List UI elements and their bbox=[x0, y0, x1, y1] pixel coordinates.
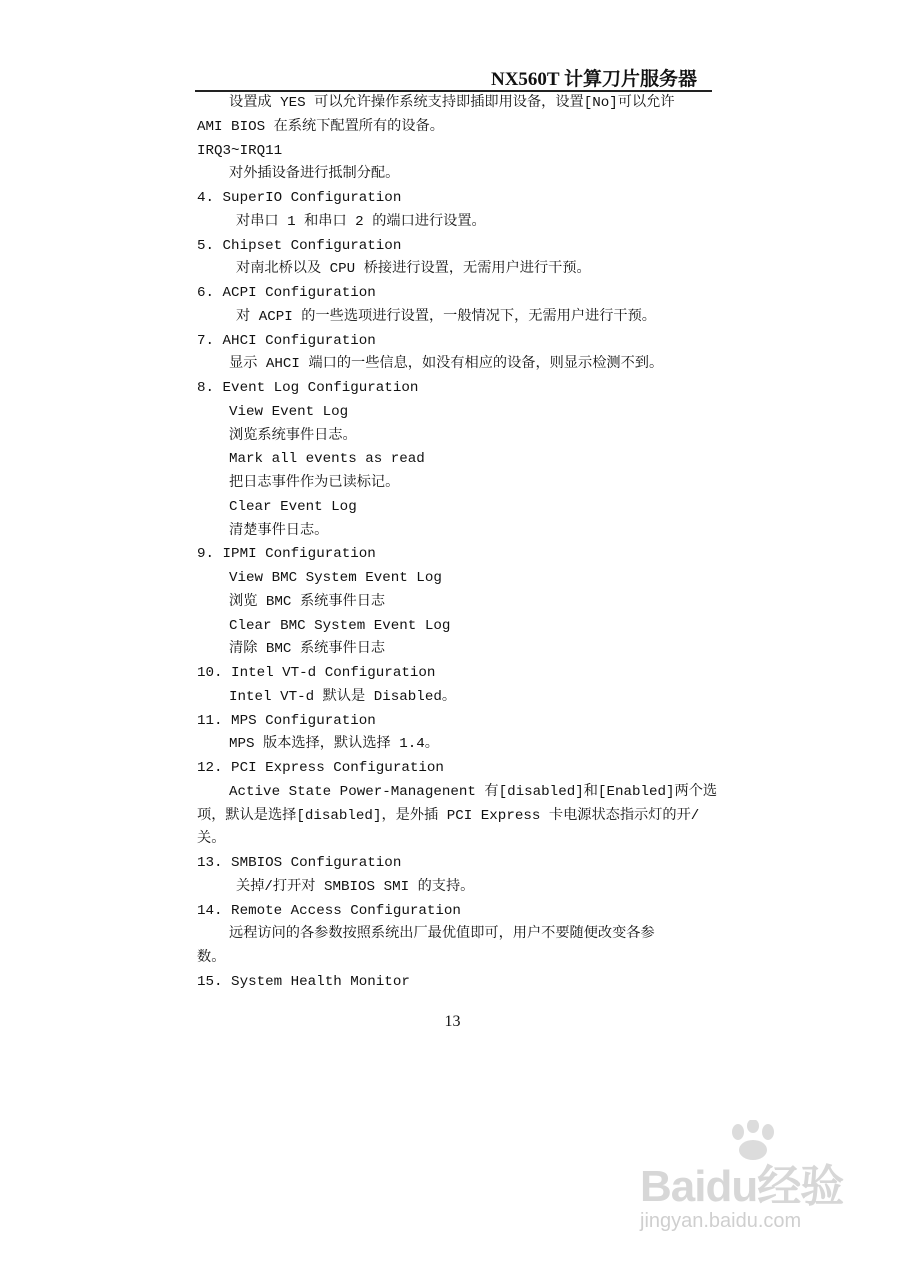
text-line: 12. PCI Express Configuration bbox=[197, 760, 444, 776]
text-line: MPS 版本选择，默认选择 1.4。 bbox=[229, 736, 439, 753]
text-line: 项，默认是选择[disabled]，是外插 PCI Express 卡电源状态指示灯的开/ bbox=[197, 807, 700, 824]
text-line: 清除 BMC 系统事件日志 bbox=[229, 641, 386, 658]
text-line: AMI BIOS 在系统下配置所有的设备。 bbox=[197, 118, 444, 135]
text-line: 关。 bbox=[197, 831, 226, 848]
text-line: 6. ACPI Configuration bbox=[197, 285, 376, 301]
paw-icon bbox=[718, 1120, 788, 1160]
text-line: 对串口 1 和串口 2 的端口进行设置。 bbox=[236, 213, 486, 230]
text-line: 4. SuperIO Configuration bbox=[197, 190, 402, 206]
text-line: 浏览系统事件日志。 bbox=[229, 427, 357, 444]
text-line: 数。 bbox=[197, 950, 226, 966]
text-line: 15. System Health Monitor bbox=[197, 973, 410, 990]
text-line: 把日志事件作为已读标记。 bbox=[229, 475, 400, 491]
text-line: 7. AHCI Configuration bbox=[197, 332, 376, 349]
text-line: 对 ACPI 的一些选项进行设置，一般情况下，无需用户进行干预。 bbox=[236, 308, 656, 325]
text-line: Active State Power-Managenent 有[disabled]和[Enabled]两个选 bbox=[229, 783, 718, 800]
watermark bbox=[640, 1150, 843, 1233]
text-line: 10. Intel VT-d Configuration bbox=[197, 665, 436, 681]
text-line: 8. Event Log Configuration bbox=[197, 380, 419, 396]
text-line: Mark all events as read bbox=[229, 451, 425, 468]
text-line: 13. SMBIOS Configuration bbox=[197, 855, 402, 871]
text-line: 5. Chipset Configuration bbox=[197, 237, 402, 254]
watermark-url: jingyan.baidu.com bbox=[640, 1210, 802, 1232]
text-line: Intel VT-d 默认是 Disabled。 bbox=[229, 688, 457, 705]
text-line: View BMC System Event Log bbox=[229, 570, 442, 586]
text-line: 关掉/打开对 SMBIOS SMI 的支持。 bbox=[236, 878, 475, 895]
text-line: 对外插设备进行抵制分配。 bbox=[229, 166, 400, 183]
page-number: 13 bbox=[444, 1013, 461, 1030]
text-line: 显示 AHCI 端口的一些信息，如没有相应的设备，则显示检测不到。 bbox=[229, 356, 664, 373]
text-line: Clear Event Log bbox=[229, 498, 357, 515]
watermark-logo: Baidu经验 bbox=[640, 1162, 844, 1211]
text-line: 11. MPS Configuration bbox=[197, 712, 376, 729]
running-header: NX560T 计算刀片服务器 bbox=[490, 69, 697, 90]
text-line: 对南北桥以及 CPU 桥接进行设置，无需用户进行干预。 bbox=[236, 261, 591, 278]
document-body bbox=[197, 92, 717, 995]
text-line: 远程访问的各参数按照系统出厂最优值即可，用户不要随便改变各参 bbox=[229, 926, 655, 943]
text-line: 清楚事件日志。 bbox=[229, 522, 329, 539]
text-line: 9. IPMI Configuration bbox=[197, 546, 376, 563]
text-line: 设置成 YES 可以允许操作系统支持即插即用设备，设置[No]可以允许 bbox=[229, 95, 675, 111]
text-line: 14. Remote Access Configuration bbox=[197, 902, 461, 919]
text-line: Clear BMC System Event Log bbox=[229, 617, 451, 634]
text-line: View Event Log bbox=[229, 403, 349, 420]
text-line: 浏览 BMC 系统事件日志 bbox=[229, 593, 386, 610]
text-line: IRQ3~IRQ11 bbox=[197, 142, 283, 159]
